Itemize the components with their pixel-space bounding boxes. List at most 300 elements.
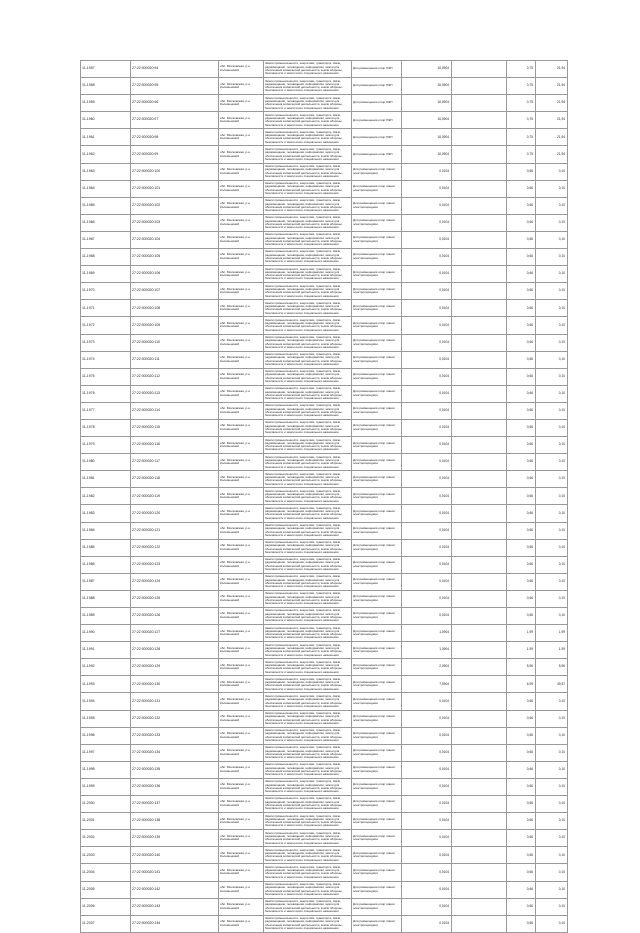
table-row [81,778,568,795]
cadastral-number: 27:22:000020:97 [131,112,219,129]
land-category-cell: Земли промышленности, энергетики, транспорта, связи, радиовещания, телевидения, информатики, земли для обеспечения космической деятельности, земли обороны, безопасности и земли иного специального назначения [264,710,352,727]
empty-cell [452,266,507,283]
permitted-use-cell: Для размещения опор линии электропередачи [352,471,402,488]
address-cell: обл. Московская, р-н Коломенский [219,659,264,676]
land-category-cell: Земли промышленности, энергетики, транспорта, связи, радиовещания, телевидения, информатики, земли для обеспечения космической деятельности, земли обороны, безопасности и земли иного специального назначения [264,796,352,813]
permitted-use-cell: Для размещения опор линии электропередачи [352,813,402,830]
address-cell: обл. Московская, р-н Коломенский [219,796,264,813]
land-category-cell: Земли промышленности, энергетики, транспорта, связи, радиовещания, телевидения, информатики, земли для обеспечения космической деятельности, земли обороны, безопасности и земли иного специального назначения [264,505,352,522]
empty-cell [452,351,507,368]
table-row [81,488,568,505]
permitted-use-cell: Для размещения опор линии электропередачи [352,847,402,864]
value-2-cell: 0,10 [536,385,568,402]
address-cell: обл. Московская, р-н Коломенский [219,693,264,710]
value-2-cell: 0,10 [536,898,568,915]
value-2-cell: 0,10 [536,727,568,744]
land-category-cell: Земли промышленности, энергетики, транспорта, связи, радиовещания, телевидения, информатики, земли для обеспечения космической деятельности, земли обороны, безопасности и земли иного специального назначения [264,539,352,556]
cadastral-number: 27:22:000020:142 [131,881,219,898]
table-row [81,231,568,248]
land-category-cell: Земли промышленности, энергетики, транспорта, связи, радиовещания, телевидения, информатики, земли для обеспечения космической деятельности, земли обороны, безопасности и земли иного специального назначения [264,590,352,607]
empty-cell [452,881,507,898]
table-row [81,61,568,78]
value-2-cell: 0,10 [536,608,568,625]
area-cell: 0,0104 [402,368,452,385]
permitted-use-cell: Для размещения опор линии электропередачи [352,300,402,317]
permitted-use-cell: Для размещения опор линии электропередачи [352,573,402,590]
value-1-cell: 0,66 [507,317,536,334]
value-1-cell: 0,66 [507,180,536,197]
permitted-use-cell: Для размещения опор линии электропередачи [352,317,402,334]
permitted-use-cell: Для размещения опор линии электропередачи [352,283,402,300]
cadastral-number: 27:22:000020:127 [131,625,219,642]
table-row [81,642,568,659]
row-number: 11-1996 [81,727,131,744]
address-cell: обл. Московская, р-н Коломенский [219,334,264,351]
cadastral-number: 27:22:000020:107 [131,283,219,300]
land-category-cell: Земли промышленности, энергетики, транспорта, связи, радиовещания, телевидения, информатики, земли для обеспечения космической деятельности, земли обороны, безопасности и земли иного специального назначения [264,881,352,898]
cadastral-number: 27:22:000020:103 [131,214,219,231]
address-cell: обл. Московская, р-н Коломенский [219,778,264,795]
area-cell: 16,0904 [402,61,452,78]
row-number: 11-1969 [81,266,131,283]
land-category-cell: Земли промышленности, энергетики, транспорта, связи, радиовещания, телевидения, информатики, земли для обеспечения космической деятельности, земли обороны, безопасности и земли иного специального назначения [264,454,352,471]
land-category-cell: Земли промышленности, энергетики, транспорта, связи, радиовещания, телевидения, информатики, земли для обеспечения космической деятельности, земли обороны, безопасности и земли иного специального назначения [264,300,352,317]
table-row [81,590,568,607]
area-cell: 0,0104 [402,915,452,932]
empty-cell [452,197,507,214]
table-row [81,608,568,625]
row-number: 11-1993 [81,676,131,693]
value-1-cell: 0,66 [507,300,536,317]
cadastral-number: 27:22:000020:116 [131,437,219,454]
cadastral-number: 27:22:000020:94 [131,61,219,78]
cadastral-number: 27:22:000020:121 [131,522,219,539]
value-2-cell: 0,10 [536,249,568,266]
value-2-cell: 0,10 [536,710,568,727]
area-cell: 0,0104 [402,744,452,761]
row-number: 11-1982 [81,488,131,505]
address-cell: обл. Московская, р-н Коломенский [219,813,264,830]
land-category-cell: Земли промышленности, энергетики, транспорта, связи, радиовещания, телевидения, информатики, земли для обеспечения космической деятельности, земли обороны, безопасности и земли иного специального назначения [264,317,352,334]
empty-cell [452,608,507,625]
value-2-cell: 21,94 [536,95,568,112]
land-category-cell: Земли промышленности, энергетики, транспорта, связи, радиовещания, телевидения, информатики, земли для обеспечения космической деятельности, земли обороны, безопасности и земли иного специального назначения [264,813,352,830]
land-category-cell: Земли промышленности, энергетики, транспорта, связи, радиовещания, телевидения, информатики, земли для обеспечения космической деятельности, земли обороны, безопасности и земли иного специального назначения [264,231,352,248]
permitted-use-cell: Для размещения опор линии электропередачи [352,437,402,454]
row-number: 11-1997 [81,744,131,761]
empty-cell [452,813,507,830]
area-cell: 0,0104 [402,847,452,864]
permitted-use-cell: Для размещения опор линии электропередачи [352,830,402,847]
cadastral-number: 27:22:000020:95 [131,78,219,95]
area-cell: 0,0104 [402,402,452,419]
permitted-use-cell: Для размещения опор линии электропередачи [352,693,402,710]
address-cell: обл. Московская, р-н Коломенский [219,522,264,539]
value-1-cell: 0,66 [507,334,536,351]
empty-cell [452,214,507,231]
address-cell: обл. Московская, р-н Коломенский [219,112,264,129]
value-1-cell: 0,66 [507,419,536,436]
permitted-use-cell: Для размещения опор линии электропередачи [352,642,402,659]
land-category-cell: Земли промышленности, энергетики, транспорта, связи, радиовещания, телевидения, информатики, земли для обеспечения космической деятельности, земли обороны, безопасности и земли иного специального назначения [264,522,352,539]
value-1-cell: 0,66 [507,693,536,710]
area-cell: 0,0104 [402,266,452,283]
cadastral-number: 27:22:000020:113 [131,385,219,402]
empty-cell [452,112,507,129]
table-row [81,915,568,932]
cadastral-number: 27:22:000020:143 [131,898,219,915]
value-1-cell: 6,99 [507,676,536,693]
area-cell: 0,0104 [402,471,452,488]
cadastral-number: 27:22:000020:124 [131,573,219,590]
table-row [81,659,568,676]
empty-cell [452,231,507,248]
address-cell: обл. Московская, р-н Коломенский [219,146,264,163]
land-category-cell: Земли промышленности, энергетики, транспорта, связи, радиовещания, телевидения, информатики, земли для обеспечения космической деятельности, земли обороны, безопасности и земли иного специального назначения [264,676,352,693]
value-1-cell: 0,66 [507,214,536,231]
empty-cell [452,796,507,813]
area-cell: 2,0904 [402,659,452,676]
cadastral-number: 27:22:000020:137 [131,796,219,813]
value-2-cell: 0,10 [536,317,568,334]
land-category-cell: Земли промышленности, энергетики, транспорта, связи, радиовещания, телевидения, информатики, земли для обеспечения космической деятельности, земли обороны, безопасности и земли иного специального назначения [264,608,352,625]
area-cell: 0,0104 [402,231,452,248]
land-category-cell: Земли промышленности, энергетики, транспорта, связи, радиовещания, телевидения, информатики, земли для обеспечения космической деятельности, земли обороны, безопасности и земли иного специального назначения [264,112,352,129]
table-row [81,163,568,180]
cadastral-number: 27:22:000020:96 [131,95,219,112]
cadastral-number: 27:22:000020:99 [131,146,219,163]
empty-cell [452,78,507,95]
address-cell: обл. Московская, р-н Коломенский [219,454,264,471]
permitted-use-cell: Для размещения опор ЛЭП [352,112,402,129]
value-2-cell: 0,10 [536,471,568,488]
area-cell: 0,0104 [402,693,452,710]
address-cell: обл. Московская, р-н Коломенский [219,351,264,368]
area-cell: 0,0104 [402,437,452,454]
table-row [81,539,568,556]
cadastral-number: 27:22:000020:136 [131,778,219,795]
address-cell: обл. Московская, р-н Коломенский [219,847,264,864]
value-1-cell: 0,66 [507,778,536,795]
area-cell: 7,0904 [402,676,452,693]
value-2-cell: 0,10 [536,214,568,231]
land-category-cell: Земли промышленности, энергетики, транспорта, связи, радиовещания, телевидения, информатики, земли для обеспечения космической деятельности, земли обороны, безопасности и земли иного специального назначения [264,214,352,231]
address-cell: обл. Московская, р-н Коломенский [219,539,264,556]
table-row [81,881,568,898]
row-number: 11-1976 [81,385,131,402]
empty-cell [452,402,507,419]
value-2-cell: 0,10 [536,300,568,317]
cadastral-number: 27:22:000020:118 [131,471,219,488]
address-cell: обл. Московская, р-н Коломенский [219,402,264,419]
cadastral-number: 27:22:000020:100 [131,163,219,180]
permitted-use-cell: Для размещения опор линии электропередачи [352,625,402,642]
empty-cell [452,300,507,317]
cadastral-number: 27:22:000020:117 [131,454,219,471]
row-number: 11-1990 [81,625,131,642]
address-cell: обл. Московская, р-н Коломенский [219,761,264,778]
empty-cell [452,61,507,78]
address-cell: обл. Московская, р-н Коломенский [219,505,264,522]
empty-cell [452,95,507,112]
row-number: 11-1975 [81,368,131,385]
permitted-use-cell: Для размещения опор линии электропередачи [352,608,402,625]
value-1-cell: 0,66 [507,813,536,830]
empty-cell [452,744,507,761]
row-number: 11-1973 [81,334,131,351]
value-2-cell: 0,10 [536,830,568,847]
table-row [81,898,568,915]
permitted-use-cell: Для размещения опор линии электропередачи [352,197,402,214]
permitted-use-cell: Для размещения опор линии электропередачи [352,659,402,676]
value-1-cell: 5,96 [507,659,536,676]
table-row [81,693,568,710]
land-category-cell: Земли промышленности, энергетики, транспорта, связи, радиовещания, телевидения, информатики, земли для обеспечения космической деятельности, земли обороны, безопасности и земли иного специального назначения [264,197,352,214]
land-category-cell: Земли промышленности, энергетики, транспорта, связи, радиовещания, телевидения, информатики, земли для обеспечения космической деятельности, земли обороны, безопасности и земли иного специального назначения [264,146,352,163]
area-cell: 0,0104 [402,163,452,180]
land-category-cell: Земли промышленности, энергетики, транспорта, связи, радиовещания, телевидения, информатики, земли для обеспечения космической деятельности, земли обороны, безопасности и земли иного специального назначения [264,488,352,505]
value-1-cell: 0,66 [507,847,536,864]
area-cell: 0,0104 [402,898,452,915]
value-1-cell: 0,66 [507,249,536,266]
value-2-cell: 0,10 [536,847,568,864]
land-category-cell: Земли промышленности, энергетики, транспорта, связи, радиовещания, телевидения, информатики, земли для обеспечения космической деятельности, земли обороны, безопасности и земли иного специального назначения [264,385,352,402]
permitted-use-cell: Для размещения опор линии электропередачи [352,522,402,539]
empty-cell [452,471,507,488]
land-category-cell: Земли промышленности, энергетики, транспорта, связи, радиовещания, телевидения, информатики, земли для обеспечения космической деятельности, земли обороны, безопасности и земли иного специального назначения [264,78,352,95]
permitted-use-cell: Для размещения опор линии электропередачи [352,744,402,761]
value-1-cell: 0,66 [507,915,536,932]
area-cell: 0,0104 [402,830,452,847]
permitted-use-cell: Для размещения опор линии электропередачи [352,590,402,607]
land-category-cell: Земли промышленности, энергетики, транспорта, связи, радиовещания, телевидения, информатики, земли для обеспечения космической деятельности, земли обороны, безопасности и земли иного специального назначения [264,830,352,847]
empty-cell [452,180,507,197]
row-number: 11-2000 [81,796,131,813]
address-cell: обл. Московская, р-н Коломенский [219,864,264,881]
value-2-cell: 0,10 [536,693,568,710]
permitted-use-cell: Для размещения опор линии электропередачи [352,761,402,778]
value-1-cell: 0,66 [507,197,536,214]
address-cell: обл. Московская, р-н Коломенский [219,676,264,693]
value-1-cell: 0,66 [507,539,536,556]
area-cell: 0,0104 [402,351,452,368]
area-cell: 16,0904 [402,112,452,129]
land-category-cell: Земли промышленности, энергетики, транспорта, связи, радиовещания, телевидения, информатики, земли для обеспечения космической деятельности, земли обороны, безопасности и земли иного специального назначения [264,95,352,112]
value-2-cell: 0,10 [536,864,568,881]
land-category-cell: Земли промышленности, энергетики, транспорта, связи, радиовещания, телевидения, информатики, земли для обеспечения космической деятельности, земли обороны, безопасности и земли иного специального назначения [264,659,352,676]
land-category-cell: Земли промышленности, энергетики, транспорта, связи, радиовещания, телевидения, информатики, земли для обеспечения космической деятельности, земли обороны, безопасности и земли иного специального назначения [264,180,352,197]
value-2-cell: 21,94 [536,146,568,163]
row-number: 11-1992 [81,659,131,676]
address-cell: обл. Московская, р-н Коломенский [219,744,264,761]
value-2-cell: 0,10 [536,539,568,556]
area-cell: 0,0104 [402,214,452,231]
value-2-cell: 0,10 [536,522,568,539]
area-cell: 0,0104 [402,488,452,505]
row-number: 11-1968 [81,249,131,266]
table-row [81,283,568,300]
table-row [81,368,568,385]
value-2-cell: 1,99 [536,625,568,642]
row-number: 11-1967 [81,231,131,248]
empty-cell [452,659,507,676]
row-number: 11-1963 [81,163,131,180]
permitted-use-cell: Для размещения опор линии электропередачи [352,214,402,231]
value-2-cell: 0,10 [536,163,568,180]
row-number: 11-1966 [81,214,131,231]
value-1-cell: 0,66 [507,283,536,300]
value-1-cell: 0,75 [507,112,536,129]
address-cell: обл. Московская, р-н Коломенский [219,385,264,402]
cadastral-number: 27:22:000020:108 [131,300,219,317]
land-category-cell: Земли промышленности, энергетики, транспорта, связи, радиовещания, телевидения, информатики, земли для обеспечения космической деятельности, земли обороны, безопасности и земли иного специального назначения [264,61,352,78]
address-cell: обл. Московская, р-н Коломенский [219,881,264,898]
address-cell: обл. Московская, р-н Коломенский [219,78,264,95]
land-category-cell: Земли промышленности, энергетики, транспорта, связи, радиовещания, телевидения, информатики, земли для обеспечения космической деятельности, земли обороны, безопасности и земли иного специального назначения [264,163,352,180]
address-cell: обл. Московская, р-н Коломенский [219,419,264,436]
cadastral-number: 27:22:000020:119 [131,488,219,505]
area-cell: 0,0104 [402,283,452,300]
cadastral-number: 27:22:000020:138 [131,813,219,830]
permitted-use-cell: Для размещения опор линии электропередачи [352,180,402,197]
cadastral-number: 27:22:000020:139 [131,830,219,847]
row-number: 11-2007 [81,915,131,932]
permitted-use-cell: Для размещения опор ЛЭП [352,61,402,78]
row-number: 11-1979 [81,437,131,454]
cadastral-number: 27:22:000020:134 [131,744,219,761]
empty-cell [452,778,507,795]
row-number: 11-2006 [81,898,131,915]
row-number: 11-1991 [81,642,131,659]
permitted-use-cell: Для размещения опор линии электропередачи [352,727,402,744]
parcels-table [80,60,568,933]
table-row [81,454,568,471]
empty-cell [452,556,507,573]
land-category-cell: Земли промышленности, энергетики, транспорта, связи, радиовещания, телевидения, информатики, земли для обеспечения космической деятельности, земли обороны, безопасности и земли иного специального назначения [264,419,352,436]
cadastral-number: 27:22:000020:106 [131,266,219,283]
table-row [81,437,568,454]
row-number: 11-2003 [81,847,131,864]
table-row [81,676,568,693]
table-row [81,744,568,761]
value-2-cell: 0,10 [536,437,568,454]
empty-cell [452,163,507,180]
value-2-cell: 0,10 [536,761,568,778]
value-2-cell: 0,10 [536,915,568,932]
empty-cell [452,539,507,556]
land-category-cell: Земли промышленности, энергетики, транспорта, связи, радиовещания, телевидения, информатики, земли для обеспечения космической деятельности, земли обороны, безопасности и земли иного специального назначения [264,266,352,283]
land-category-cell: Земли промышленности, энергетики, транспорта, связи, радиовещания, телевидения, информатики, земли для обеспечения космической деятельности, земли обороны, безопасности и земли иного специального назначения [264,847,352,864]
value-2-cell: 0,10 [536,283,568,300]
value-1-cell: 0,75 [507,78,536,95]
empty-cell [452,283,507,300]
area-cell: 16,0904 [402,129,452,146]
cadastral-number: 27:22:000020:131 [131,693,219,710]
land-category-cell: Земли промышленности, энергетики, транспорта, связи, радиовещания, телевидения, информатики, земли для обеспечения космической деятельности, земли обороны, безопасности и земли иного специального назначения [264,864,352,881]
permitted-use-cell: Для размещения опор линии электропередачи [352,454,402,471]
permitted-use-cell: Для размещения опор линии электропередачи [352,231,402,248]
table-row [81,727,568,744]
value-1-cell: 0,66 [507,608,536,625]
value-1-cell: 0,66 [507,830,536,847]
area-cell: 0,0104 [402,249,452,266]
area-cell: 0,0104 [402,522,452,539]
value-2-cell: 21,94 [536,78,568,95]
value-2-cell: 0,10 [536,454,568,471]
area-cell: 16,0904 [402,95,452,112]
value-2-cell: 0,10 [536,368,568,385]
table-row [81,573,568,590]
value-1-cell: 0,66 [507,522,536,539]
value-1-cell: 0,66 [507,471,536,488]
permitted-use-cell: Для размещения опор линии электропередачи [352,266,402,283]
area-cell: 0,0104 [402,710,452,727]
permitted-use-cell: Для размещения опор линии электропередачи [352,368,402,385]
row-number: 11-1998 [81,761,131,778]
cadastral-number: 27:22:000020:141 [131,864,219,881]
address-cell: обл. Московская, р-н Коломенский [219,471,264,488]
empty-cell [452,129,507,146]
value-2-cell: 1,99 [536,642,568,659]
area-cell: 0,0104 [402,796,452,813]
land-category-cell: Земли промышленности, энергетики, транспорта, связи, радиовещания, телевидения, информатики, земли для обеспечения космической деятельности, земли обороны, безопасности и земли иного специального назначения [264,402,352,419]
cadastral-number: 27:22:000020:125 [131,590,219,607]
empty-cell [452,915,507,932]
row-number: 11-1970 [81,283,131,300]
row-number: 11-1957 [81,61,131,78]
permitted-use-cell: Для размещения опор ЛЭП [352,129,402,146]
land-category-cell: Земли промышленности, энергетики, транспорта, связи, радиовещания, телевидения, информатики, земли для обеспечения космической деятельности, земли обороны, безопасности и земли иного специального назначения [264,693,352,710]
permitted-use-cell: Для размещения опор линии электропередачи [352,898,402,915]
empty-cell [452,864,507,881]
cadastral-number: 27:22:000020:112 [131,368,219,385]
value-2-cell: 0,10 [536,573,568,590]
land-category-cell: Земли промышленности, энергетики, транспорта, связи, радиовещания, телевидения, информатики, земли для обеспечения космической деятельности, земли обороны, безопасности и земли иного специального назначения [264,642,352,659]
empty-cell [452,693,507,710]
value-2-cell: 0,10 [536,744,568,761]
empty-cell [452,847,507,864]
empty-cell [452,317,507,334]
address-cell: обл. Московская, р-н Коломенский [219,710,264,727]
cadastral-number: 27:22:000020:109 [131,317,219,334]
row-number: 11-2002 [81,830,131,847]
area-cell: 0,0104 [402,864,452,881]
cadastral-number: 27:22:000020:144 [131,915,219,932]
value-2-cell: 0,10 [536,231,568,248]
value-1-cell: 0,66 [507,385,536,402]
value-1-cell: 0,66 [507,710,536,727]
value-2-cell: 0,10 [536,590,568,607]
empty-cell [452,676,507,693]
value-1-cell: 0,75 [507,61,536,78]
value-2-cell: 0,10 [536,197,568,214]
address-cell: обл. Московская, р-н Коломенский [219,898,264,915]
value-1-cell: 0,66 [507,437,536,454]
value-2-cell: 0,10 [536,402,568,419]
row-number: 11-1994 [81,693,131,710]
area-cell: 0,0104 [402,505,452,522]
land-category-cell: Земли промышленности, энергетики, транспорта, связи, радиовещания, телевидения, информатики, земли для обеспечения космической деятельности, земли обороны, безопасности и земли иного специального назначения [264,368,352,385]
address-cell: обл. Московская, р-н Коломенский [219,266,264,283]
cadastral-number: 27:22:000020:114 [131,402,219,419]
table-row [81,864,568,881]
empty-cell [452,522,507,539]
address-cell: обл. Московская, р-н Коломенский [219,231,264,248]
table-row [81,112,568,129]
table-row [81,214,568,231]
permitted-use-cell: Для размещения опор ЛЭП [352,146,402,163]
permitted-use-cell: Для размещения опор линии электропередачи [352,710,402,727]
